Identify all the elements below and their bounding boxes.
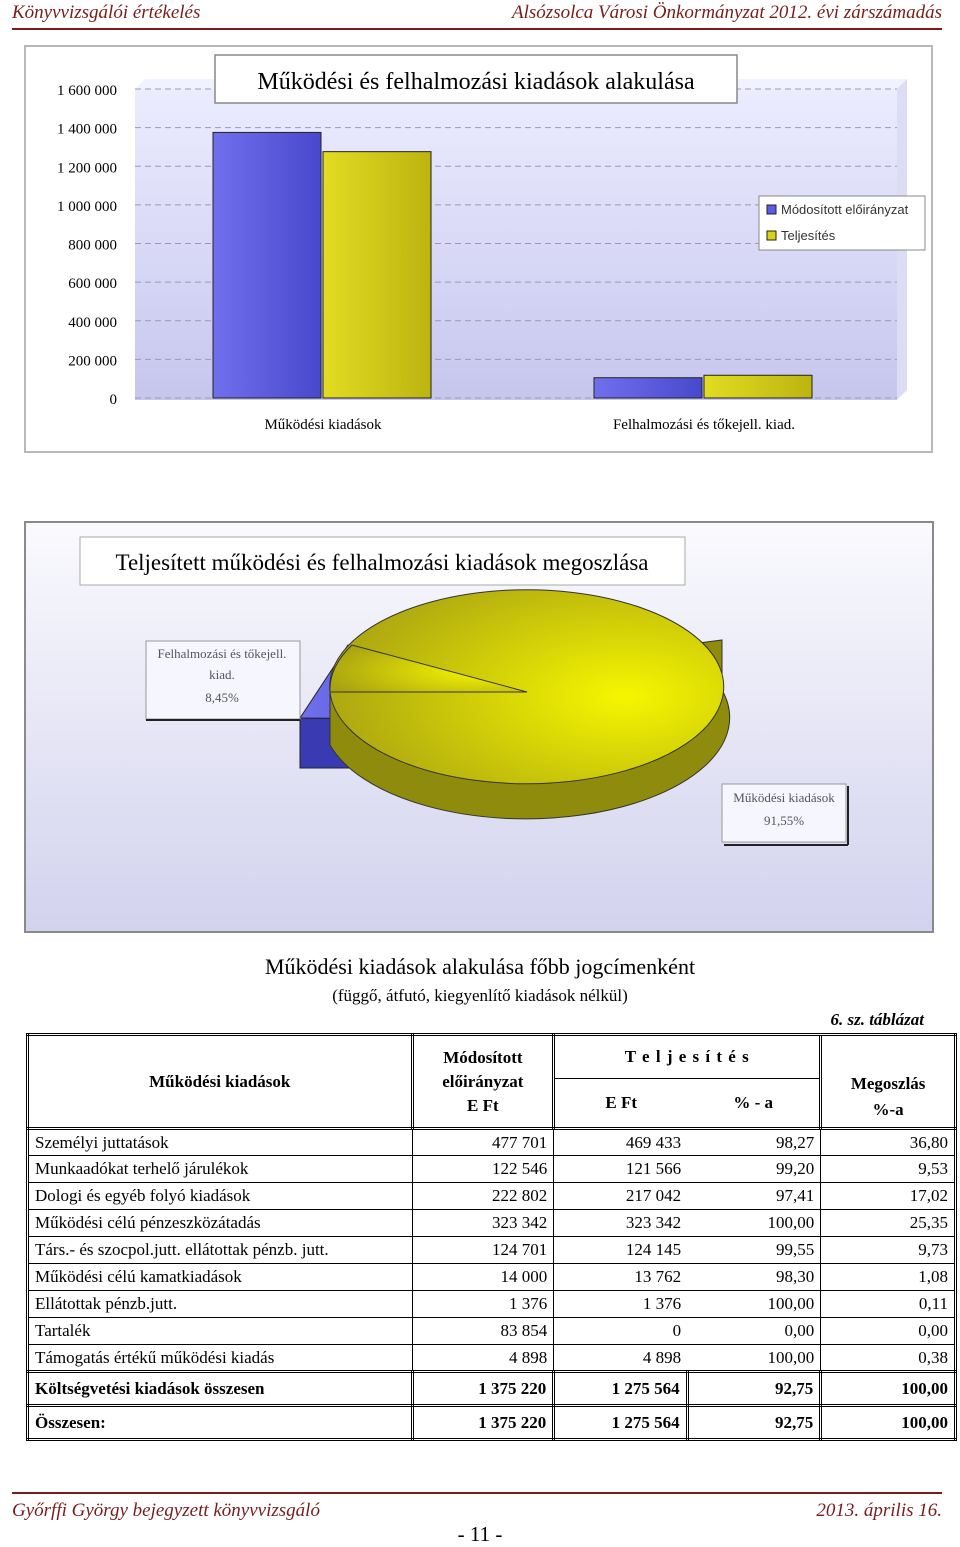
table-cell: 36,80 bbox=[821, 1129, 956, 1156]
pie-label-felhalmozasi-line2: kiad. bbox=[209, 667, 235, 682]
table-row bbox=[28, 1264, 956, 1291]
table-cell: Működési célú pénzeszközátadás bbox=[28, 1210, 413, 1237]
legend-label-teljesites: Teljesítés bbox=[781, 228, 836, 243]
y-tick-label: 200 000 bbox=[68, 353, 117, 370]
table-cell: 98,30 bbox=[687, 1264, 821, 1291]
subtotal-megoszlas: 100,00 bbox=[821, 1372, 956, 1406]
bar-chart-title: Működési és felhalmozási kiadások alakulása bbox=[257, 69, 695, 95]
table-cell: 0 bbox=[554, 1318, 687, 1345]
table-cell: 122 546 bbox=[412, 1156, 554, 1183]
y-tick-label: 1 200 000 bbox=[57, 160, 117, 177]
table-row bbox=[28, 1318, 956, 1345]
page-number: - 11 - bbox=[457, 1522, 503, 1546]
th-modositott-3: E Ft bbox=[467, 1095, 499, 1115]
table-cell: 124 145 bbox=[554, 1237, 687, 1264]
pie-label-mukodesi-pct: 91,55% bbox=[763, 813, 805, 828]
table-cell: 0,11 bbox=[821, 1291, 956, 1318]
y-tick-label: 1 400 000 bbox=[57, 121, 117, 138]
subtotal-row bbox=[28, 1372, 956, 1406]
table-cell: 100,00 bbox=[687, 1291, 821, 1318]
table-cell: 1 376 bbox=[412, 1291, 554, 1318]
table-cell: Társ.- és szocpol.jutt. ellátottak pénzb. jutt. bbox=[28, 1237, 413, 1264]
bar-modositott-1 bbox=[594, 378, 702, 398]
table-cell: 100,00 bbox=[687, 1345, 821, 1372]
y-tick-label: 0 bbox=[109, 392, 117, 408]
legend-swatch-teljesites bbox=[767, 231, 776, 240]
th-megoszlas bbox=[821, 1035, 956, 1129]
table-cell: 83 854 bbox=[412, 1318, 554, 1345]
table-row bbox=[28, 1345, 956, 1372]
header-left: Könyvvizsgálói értékelés bbox=[12, 2, 201, 23]
table-cell: 4 898 bbox=[554, 1345, 687, 1372]
expenses-table bbox=[26, 1033, 957, 1441]
pie-chart-title: Teljesített működési és felhalmozási kiadások megoszlása bbox=[115, 550, 649, 575]
bar-teljesites-0 bbox=[323, 152, 431, 398]
header-right: Alsózsolca Városi Önkormányzat 2012. évi zárszámadás bbox=[512, 2, 942, 23]
table-cell: 0,00 bbox=[821, 1318, 956, 1345]
table-cell: 323 342 bbox=[554, 1210, 687, 1237]
table-row bbox=[28, 1129, 956, 1156]
table-cell: Működési célú kamatkiadások bbox=[28, 1264, 413, 1291]
bar-modositott-0 bbox=[213, 132, 321, 398]
total-row bbox=[28, 1406, 956, 1440]
table-cell: 477 701 bbox=[412, 1129, 554, 1156]
legend-label-modositott: Módosított előirányzat bbox=[781, 202, 909, 217]
table-cell: Ellátottak pénzb.jutt. bbox=[28, 1291, 413, 1318]
table-row bbox=[28, 1237, 956, 1264]
pie-label-mukodesi-line1: Működési kiadások bbox=[733, 790, 835, 805]
pie-label-felhalmozasi bbox=[146, 641, 300, 720]
y-tick-label: 1 600 000 bbox=[57, 83, 117, 99]
y-tick-label: 600 000 bbox=[68, 276, 117, 293]
table-cell: 0,00 bbox=[687, 1318, 821, 1345]
table-cell: 1,08 bbox=[821, 1264, 956, 1291]
table-cell: 17,02 bbox=[821, 1183, 956, 1210]
th-pct: % - a bbox=[687, 1079, 821, 1129]
table-cell: 13 762 bbox=[554, 1264, 687, 1291]
total-label: Összesen: bbox=[28, 1406, 413, 1440]
pie-label-felhalmozasi-line1: Felhalmozási és tőkejell. bbox=[157, 646, 287, 661]
th-modositott-1: Módosított bbox=[443, 1047, 523, 1067]
pie-label-mukodesi bbox=[722, 784, 848, 845]
table-cell: 14 000 bbox=[412, 1264, 554, 1291]
table-cell: 9,73 bbox=[821, 1237, 956, 1264]
table-cell: Munkaadókat terhelő járulékok bbox=[28, 1156, 413, 1183]
table-cell: Tartalék bbox=[28, 1318, 413, 1345]
page-footer bbox=[12, 1492, 942, 1521]
y-tick-label: 1 000 000 bbox=[57, 198, 117, 215]
table-cell: 0,38 bbox=[821, 1345, 956, 1372]
table-row bbox=[28, 1210, 956, 1237]
table-cell: 222 802 bbox=[412, 1183, 554, 1210]
bar-legend bbox=[759, 196, 925, 250]
table-cell: 121 566 bbox=[554, 1156, 687, 1183]
th-megoszlas-2: %-a bbox=[872, 1100, 904, 1119]
th-modositott-2: előirányzat bbox=[442, 1071, 524, 1091]
table-label: 6. sz. táblázat bbox=[830, 1010, 924, 1029]
table-cell: 100,00 bbox=[687, 1210, 821, 1237]
x-category-label: Működési kiadások bbox=[264, 417, 382, 433]
th-modositott bbox=[412, 1035, 554, 1129]
th-teljesites: T e l j e s í t é s bbox=[554, 1035, 821, 1079]
th-mukodesi-kiadasok: Működési kiadások bbox=[28, 1035, 413, 1129]
table-cell: Dologi és egyéb folyó kiadások bbox=[28, 1183, 413, 1210]
table-cell: 99,20 bbox=[687, 1156, 821, 1183]
section-title: Működési kiadások alakulása főbb jogcímenként bbox=[264, 954, 696, 979]
bar-chart bbox=[25, 46, 932, 452]
subtotal-label: Költségvetési kiadások összesen bbox=[28, 1372, 413, 1406]
footer-left: Győrffi György bejegyzett könyvvizsgáló bbox=[12, 1500, 320, 1521]
table-cell: 9,53 bbox=[821, 1156, 956, 1183]
table-cell: Támogatás értékű működési kiadás bbox=[28, 1345, 413, 1372]
subtotal-pct: 92,75 bbox=[687, 1372, 821, 1406]
table-row bbox=[28, 1156, 956, 1183]
total-megoszlas: 100,00 bbox=[821, 1406, 956, 1440]
table-row bbox=[28, 1291, 956, 1318]
table-cell: 124 701 bbox=[412, 1237, 554, 1264]
table-cell: 97,41 bbox=[687, 1183, 821, 1210]
table-cell: 4 898 bbox=[412, 1345, 554, 1372]
table-cell: 99,55 bbox=[687, 1237, 821, 1264]
th-megoszlas-1: Megoszlás bbox=[850, 1074, 926, 1093]
footer-right: 2013. április 16. bbox=[816, 1500, 942, 1521]
table-cell: 469 433 bbox=[554, 1129, 687, 1156]
section-subtitle: (függő, átfutó, kiegyenlítő kiadások nélkül) bbox=[332, 986, 628, 1005]
table-cell: 25,35 bbox=[821, 1210, 956, 1237]
total-modositott: 1 375 220 bbox=[412, 1406, 554, 1440]
y-tick-label: 400 000 bbox=[68, 314, 117, 331]
total-eft: 1 275 564 bbox=[554, 1406, 687, 1440]
table-cell: Személyi juttatások bbox=[28, 1129, 413, 1156]
pie-chart bbox=[25, 522, 933, 932]
x-category-label: Felhalmozási és tőkejell. kiad. bbox=[612, 417, 796, 433]
bar-teljesites-1 bbox=[704, 375, 812, 398]
pie-label-felhalmozasi-pct: 8,45% bbox=[205, 690, 239, 705]
th-eft: E Ft bbox=[554, 1079, 687, 1129]
subtotal-eft: 1 275 564 bbox=[554, 1372, 687, 1406]
table-cell: 1 376 bbox=[554, 1291, 687, 1318]
subtotal-modositott: 1 375 220 bbox=[412, 1372, 554, 1406]
legend-swatch-modositott bbox=[767, 205, 776, 214]
y-tick-label: 800 000 bbox=[68, 237, 117, 254]
table-cell: 323 342 bbox=[412, 1210, 554, 1237]
table-row bbox=[28, 1183, 956, 1210]
total-pct: 92,75 bbox=[687, 1406, 821, 1440]
table-cell: 98,27 bbox=[687, 1129, 821, 1156]
table-cell: 217 042 bbox=[554, 1183, 687, 1210]
